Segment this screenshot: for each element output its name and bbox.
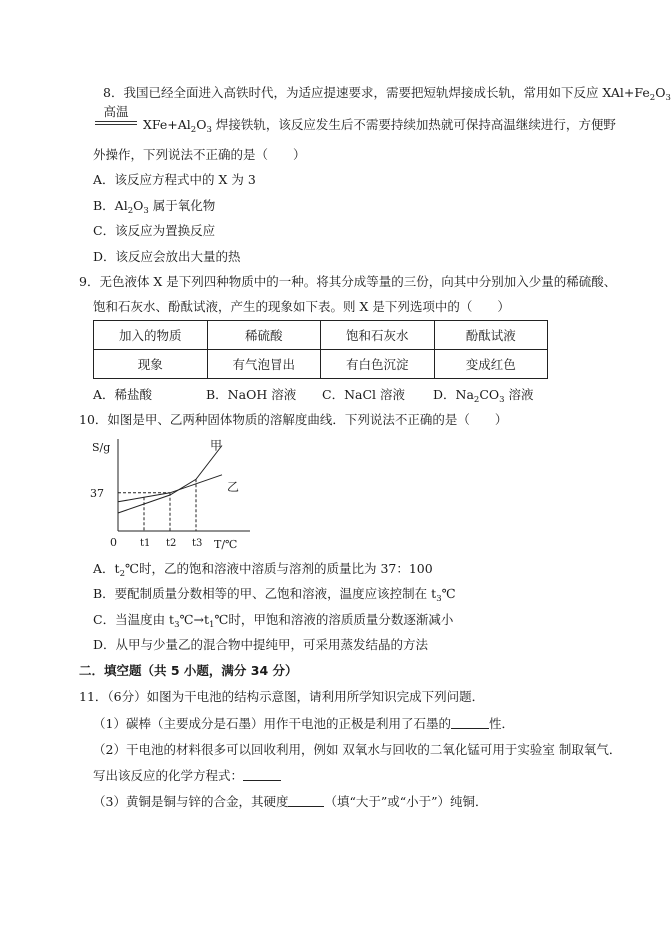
q9-option-c: C．NaCl 溶液 — [322, 387, 405, 402]
q10-option-c: C．当温度由 $t_3℃\to t_1℃$时，甲饱和溶液的溶质质量分数逐渐减小 — [93, 612, 454, 630]
q11-line1: 11．（6分）如图为干电池的结构示意图，请利用所学知识完成下列问题． — [79, 689, 485, 704]
section-heading: 二．填空题（共 5 小题，满分 34 分） — [79, 663, 298, 678]
y-axis-label: S/g — [92, 441, 111, 454]
q8-option-a: A．该反应方程式中的 X 为 3 — [93, 172, 256, 187]
origin-label: 0 — [110, 536, 117, 549]
q11-part2-b: 写出该反应的化学方程式： — [93, 768, 281, 784]
q8-option-d: D．该反应会放出大量的热 — [93, 249, 241, 264]
table-cell: 有白色沉淀 — [321, 350, 435, 379]
q9-line2: 饱和石灰水、酚酞试液，产生的现象如下表。则 X 是下列选项中的（ ） — [93, 299, 510, 314]
q9-option-a: A．稀盐酸 — [93, 387, 153, 402]
q9-option-b: B．NaOH 溶液 — [206, 387, 297, 402]
q8-line3: 外操作，下列说法不正确的是（ ） — [93, 147, 306, 162]
table-cell: 饱和石灰水 — [321, 321, 435, 350]
curve-label: 甲 — [210, 438, 223, 453]
q10-option-b: B．要配制质量分数相等的甲、乙饱和溶液，温度应该控制在 $t_3℃$ — [93, 586, 456, 604]
x-tick-label: t3 — [192, 538, 203, 549]
table-row — [94, 321, 548, 350]
q11-part3: （3）黄铜是铜与锌的合金，其硬度 （填“大于”或“小于”）纯铜． — [93, 794, 488, 809]
table-cell: 有气泡冒出 — [207, 350, 321, 379]
x-tick-label: t2 — [166, 538, 177, 549]
x-axis-label: T/℃ — [214, 538, 238, 551]
q9-option-d: D．$Na_2CO_3$ 溶液 — [433, 387, 534, 405]
reaction-condition: 高温 — [95, 105, 137, 125]
q11-part2: （2）干电池的材料很多可以回收利用，例如 双氧水与回收的二氧化锰可用于实验室 制取氧气． — [93, 742, 622, 757]
answer-blank[interactable] — [451, 716, 489, 729]
table-cell: 变成红色 — [434, 350, 548, 379]
solubility-chart — [90, 435, 265, 555]
q8-line1: 8．我国已经全面进入高铁时代，为适应提速要求，需要把短轨焊接成长轨，常用如下反应 $XAl+Fe_2O_3$ — [103, 85, 671, 103]
curve-label: 乙 — [227, 479, 240, 494]
q11-part1: （1）碳棒（主要成分是石墨）用作干电池的正极是利用了石墨的 性． — [93, 716, 514, 731]
q8-line2: $XFe+Al_2O_3$ 焊接铁轨，该反应发生后不需要持续加热就可保持高温继续进行，方便野 — [143, 117, 616, 135]
observation-table — [93, 320, 548, 379]
table-cell: 酚酞试液 — [434, 321, 548, 350]
q10-line1: 10．如图是甲、乙两种固体物质的溶解度曲线．下列说法不正确的是（ ） — [79, 412, 508, 427]
table-cell: 稀硫酸 — [207, 321, 321, 350]
answer-blank[interactable] — [288, 794, 324, 807]
table-cell: 现象 — [94, 350, 208, 379]
q8-option-b: B．$Al_2O_3$ 属于氧化物 — [93, 198, 216, 216]
equals-sign — [95, 121, 137, 125]
answer-blank[interactable] — [243, 768, 281, 781]
q8-option-c: C．该反应为置换反应 — [93, 223, 216, 238]
table-cell: 加入的物质 — [94, 321, 208, 350]
table-row — [94, 350, 548, 379]
x-tick-label: t1 — [140, 538, 151, 549]
q10-option-a: A．$t_2℃$时，乙的饱和溶液中溶质与溶剂的质量比为 37：100 — [93, 561, 433, 579]
chart-marks — [90, 439, 239, 550]
y-tick-label: 37 — [90, 486, 104, 500]
q10-option-d: D．从甲与少量乙的混合物中提纯甲，可采用蒸发结晶的方法 — [93, 637, 429, 652]
q9-line1: 9．无色液体 X 是下列四种物质中的一种。将其分成等量的三份，向其中分别加入少量的稀硫酸、 — [79, 274, 617, 289]
